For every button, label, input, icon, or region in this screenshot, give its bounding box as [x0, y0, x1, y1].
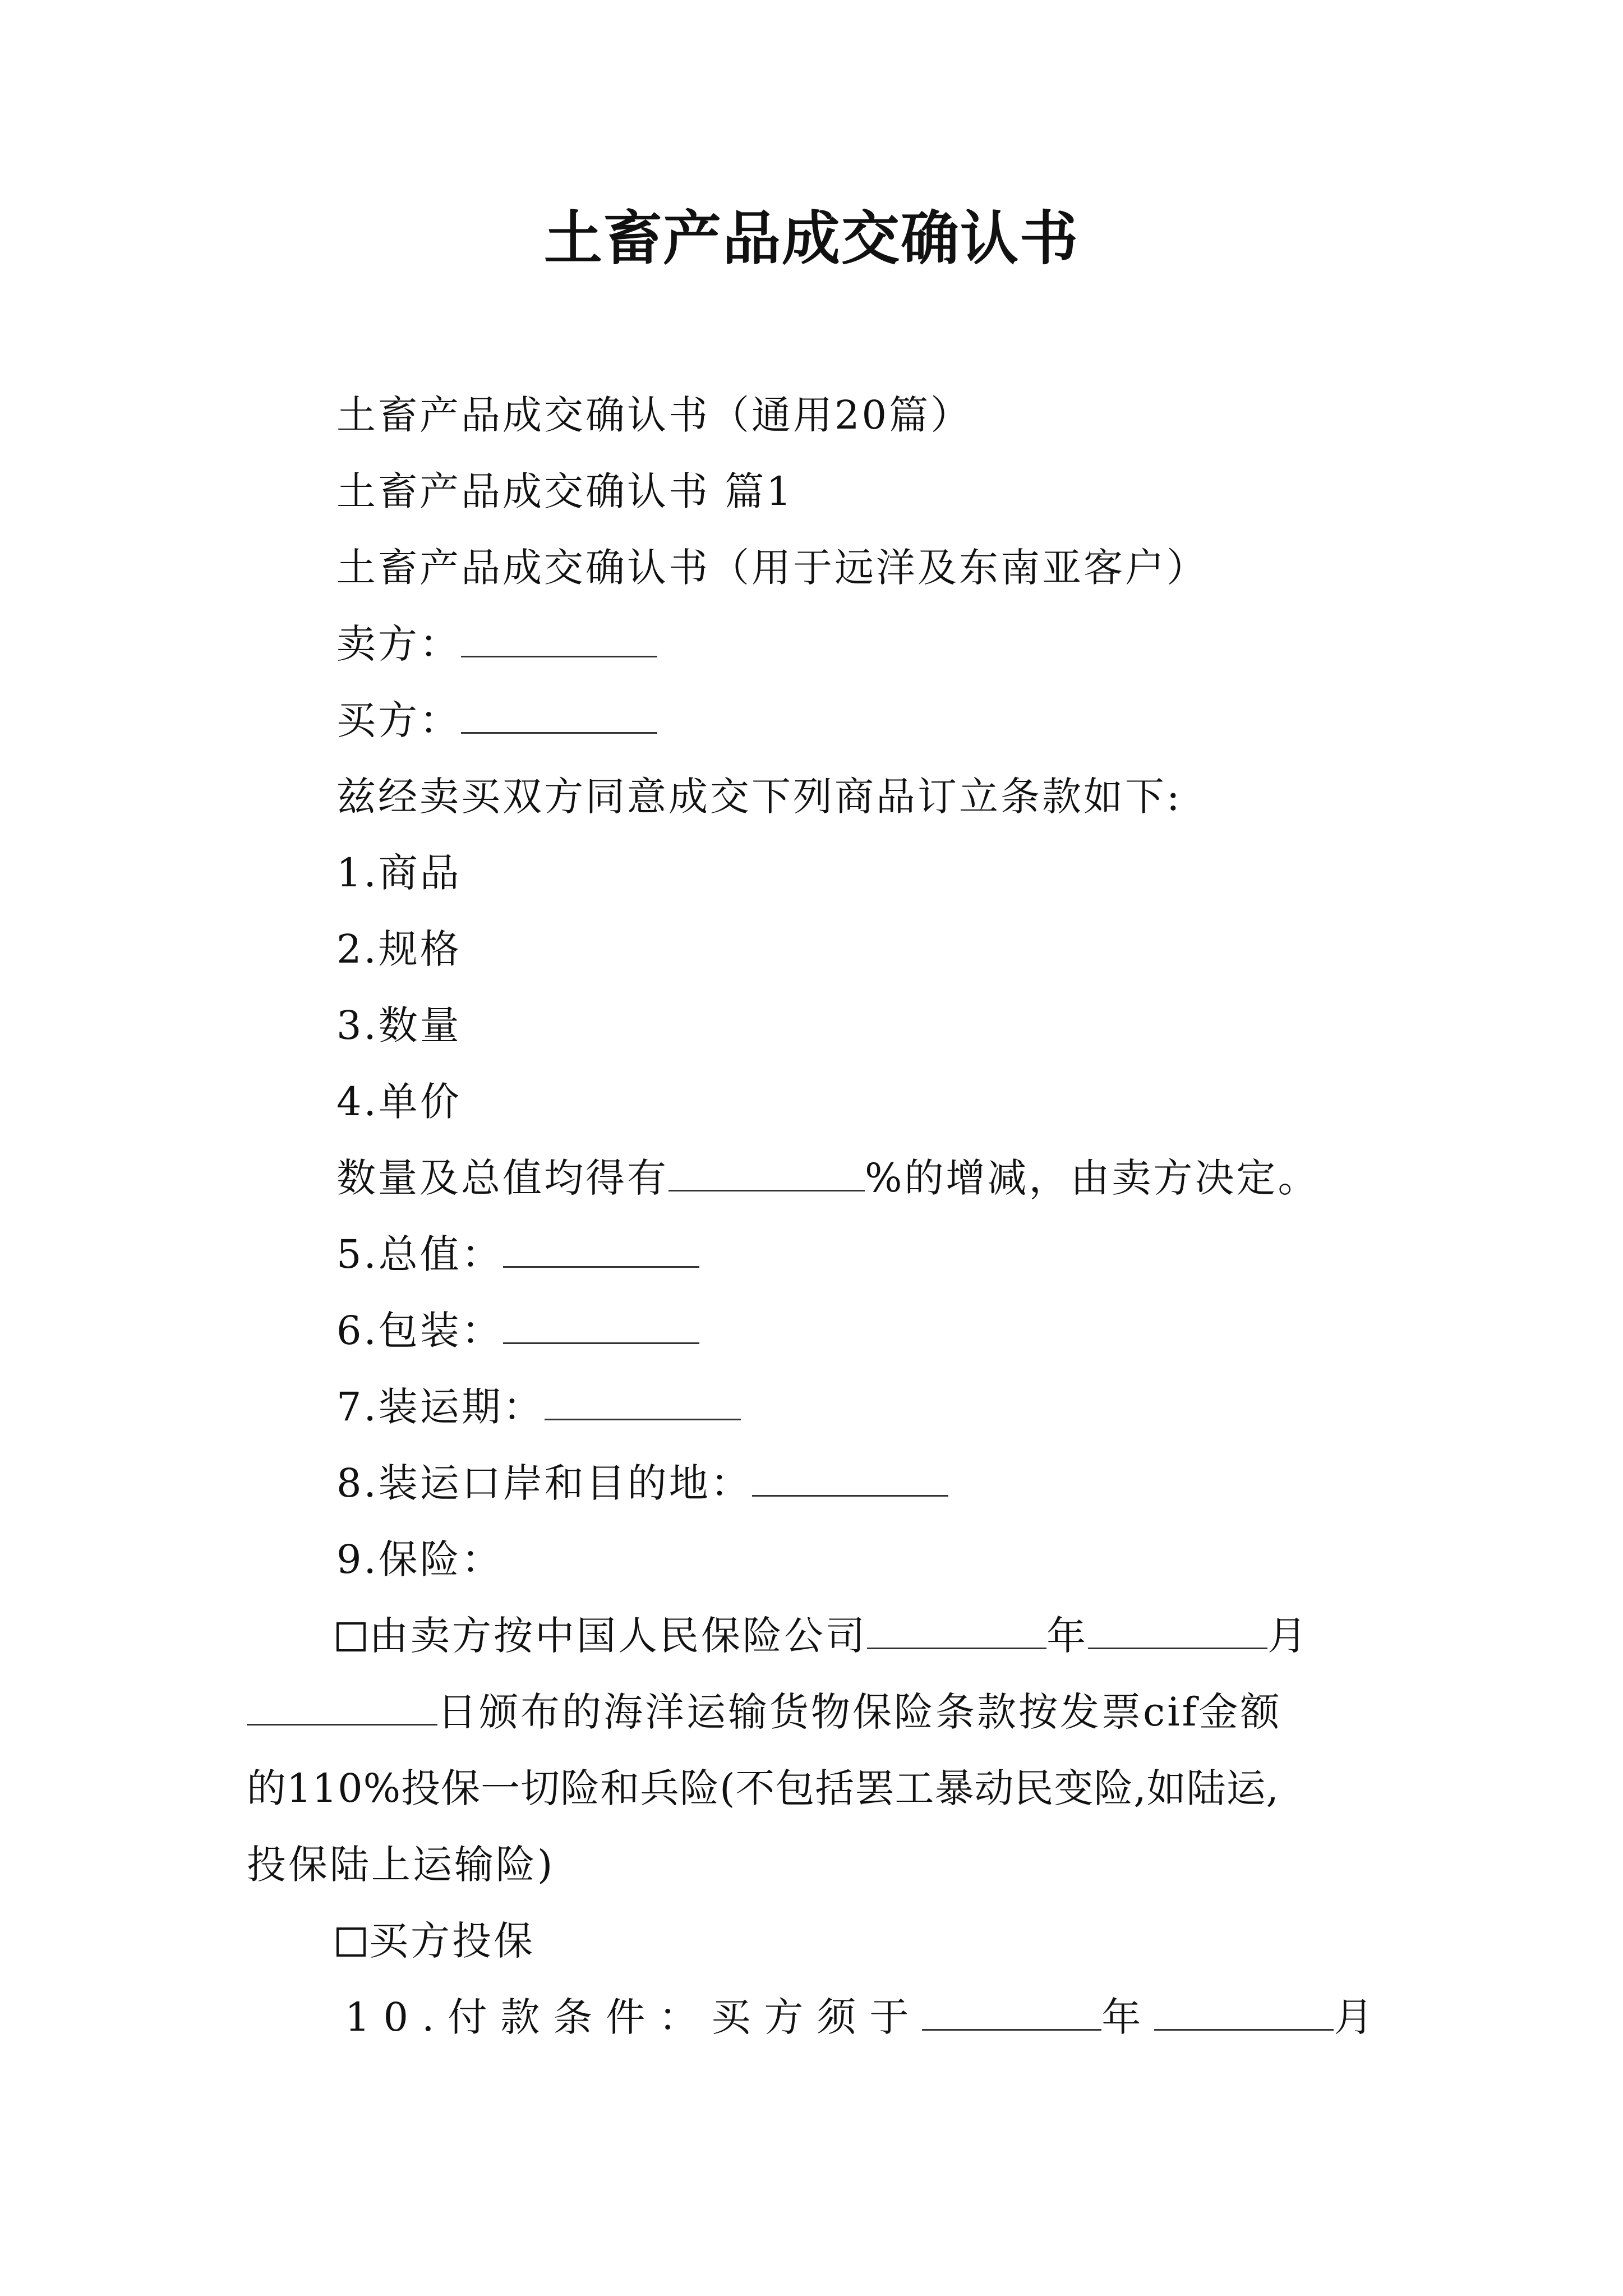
- insurance-seller-text: 由卖方按中国人民保险公司: [369, 1613, 867, 1659]
- insurance-seller-line: [336, 1608, 1309, 1664]
- payment-year-label: 年: [1101, 1994, 1155, 2040]
- insurance-buyer-checkbox[interactable]: [336, 1927, 366, 1957]
- port-label: 8.装运口岸和目的地：: [336, 1460, 752, 1506]
- seller-blank[interactable]: [461, 621, 657, 657]
- tolerance-text-b: %的增减，由卖方决定。: [865, 1155, 1320, 1201]
- item-goods: 1.商品: [336, 850, 462, 896]
- insurance-buyer-line: [336, 1913, 535, 1969]
- insurance-year-label: 年: [1046, 1613, 1088, 1659]
- insurance-day-blank[interactable]: [247, 1689, 437, 1726]
- tolerance-line: [336, 1150, 1320, 1206]
- seller-label: 卖方：: [336, 621, 461, 667]
- insurance-line-2-text: 日颁布的海洋运输货物保险条款按发票cif金额: [437, 1689, 1282, 1735]
- buyer-label: 买方：: [336, 697, 461, 743]
- payment-terms-line: [345, 1989, 1386, 2045]
- packing-label: 6.包装：: [336, 1308, 503, 1354]
- port-blank[interactable]: [752, 1460, 948, 1497]
- shipment-blank[interactable]: [545, 1384, 741, 1420]
- insurance-month-label: 月: [1267, 1613, 1309, 1659]
- buyer-line: [336, 692, 657, 748]
- item-quantity: 3.数量: [336, 1002, 462, 1048]
- tolerance-blank[interactable]: [668, 1155, 865, 1191]
- item-unit-price: 4.单价: [336, 1079, 462, 1125]
- insurance-buyer-text: 买方投保: [369, 1918, 535, 1964]
- subtitle-general: 土畜产品成交确认书（通用20篇）: [336, 392, 972, 438]
- item-shipment: [336, 1379, 741, 1435]
- buyer-blank[interactable]: [461, 697, 657, 734]
- insurance-seller-checkbox[interactable]: [336, 1622, 366, 1651]
- seller-line: [336, 616, 657, 672]
- total-value-blank[interactable]: [503, 1231, 699, 1268]
- document-title: 土畜产品成交确认书: [543, 204, 1079, 273]
- packing-blank[interactable]: [503, 1308, 699, 1344]
- tolerance-text-a: 数量及总值均得有: [336, 1155, 668, 1201]
- payment-month-blank[interactable]: [1154, 1994, 1334, 2031]
- item-spec: 2.规格: [336, 926, 462, 972]
- doc-heading: 土畜产品成交确认书（用于远洋及东南亚客户）: [336, 545, 1208, 591]
- payment-year-blank[interactable]: [922, 1994, 1101, 2031]
- item-port: [336, 1455, 948, 1511]
- payment-month-label: 月: [1334, 1994, 1387, 2040]
- total-value-label: 5.总值：: [336, 1231, 503, 1277]
- item-insurance: 9.保险：: [336, 1536, 503, 1582]
- insurance-year-blank[interactable]: [867, 1613, 1046, 1649]
- payment-terms-text: 10.付款条件：买方须于: [345, 1994, 923, 2040]
- insurance-line-2: [247, 1684, 1282, 1740]
- item-total-value: [336, 1226, 699, 1282]
- insurance-month-blank[interactable]: [1088, 1613, 1267, 1649]
- intro-text: 兹经卖买双方同意成交下列商品订立条款如下:: [336, 774, 1182, 820]
- part-heading: 土畜产品成交确认书 篇1: [336, 468, 794, 514]
- item-packing: [336, 1303, 699, 1359]
- shipment-label: 7.装运期：: [336, 1384, 545, 1430]
- insurance-line-3: 的110%投保一切险和兵险(不包括罢工暴动民变险,如陆运,: [247, 1765, 1279, 1811]
- insurance-line-4: 投保陆上运输险): [247, 1842, 555, 1888]
